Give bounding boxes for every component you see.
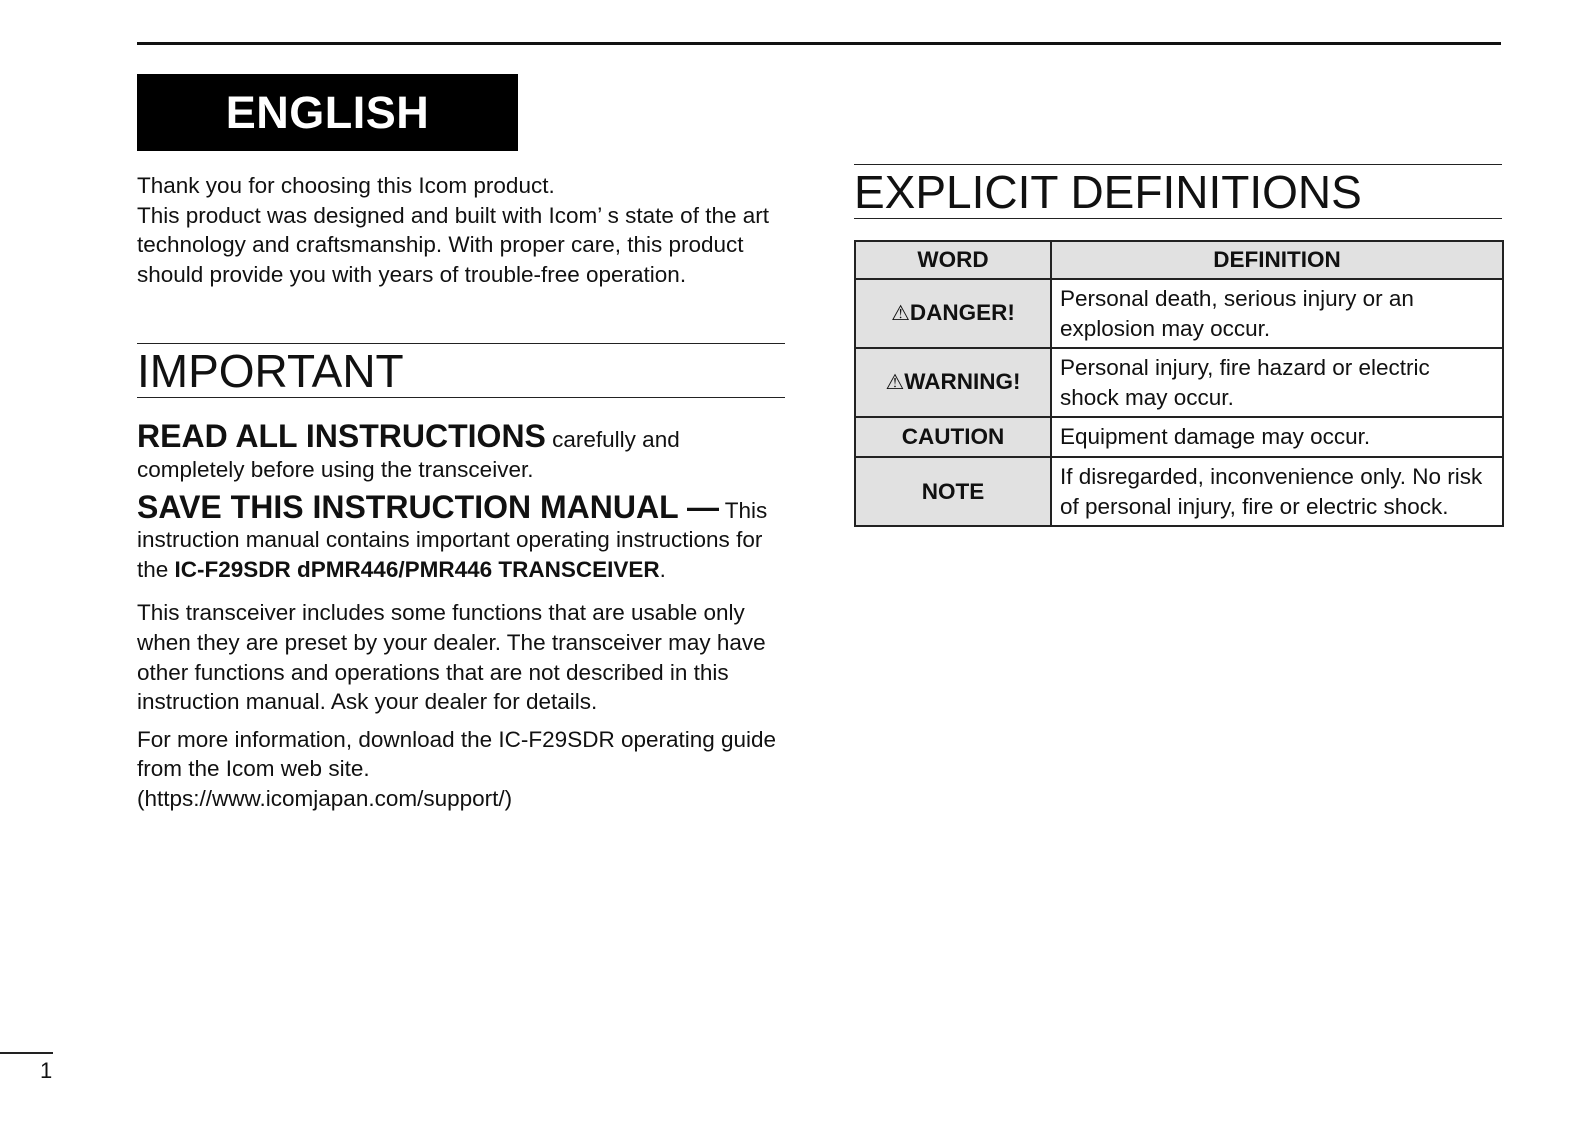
save-manual-paragraph xyxy=(137,488,785,585)
language-banner: ENGLISH xyxy=(137,74,518,151)
more-info-text: For more information, download the IC-F29SDR operating guide from the Icom web site. xyxy=(137,726,777,782)
definitions-heading: EXPLICIT DEFINITIONS xyxy=(854,164,1502,219)
read-instructions-text: carefully and completely before using the transceiver. xyxy=(137,427,680,482)
right-column xyxy=(854,164,1502,527)
important-heading: IMPORTANT xyxy=(137,343,785,398)
table-header-row xyxy=(855,241,1503,279)
warning-triangle-icon: ⚠ xyxy=(891,302,910,326)
read-instructions-paragraph xyxy=(137,418,785,484)
column-header-definition: DEFINITION xyxy=(1051,241,1503,279)
more-info-paragraph xyxy=(137,725,785,814)
definition-cell: Personal injury, fire hazard or electric shock may occur. xyxy=(1051,348,1503,417)
definition-cell: Personal death, serious injury or an explosion may occur. xyxy=(1051,279,1503,348)
left-column xyxy=(137,168,785,814)
table-row xyxy=(855,279,1503,348)
table-row xyxy=(855,348,1503,417)
warning-triangle-icon: ⚠ xyxy=(885,371,905,395)
intro-line-2: This product was designed and built with Icom’ s state of the art technology and craftsmanship. With proper care, this product should provide you with years of trouble-free operation. xyxy=(137,202,769,287)
read-instructions-bold: READ ALL INSTRUCTIONS xyxy=(137,418,546,455)
intro-line-1: Thank you for choosing this Icom product. xyxy=(137,173,555,198)
word-caution: CAUTION xyxy=(855,417,1051,457)
definitions-table xyxy=(854,240,1504,527)
definition-cell: Equipment damage may occur. xyxy=(1051,417,1503,457)
word-cell xyxy=(855,348,1051,417)
save-manual-text: This instruction manual contains important operating instructions for the xyxy=(137,497,768,582)
word-note: NOTE xyxy=(855,457,1051,526)
word-warning: WARNING! xyxy=(904,369,1021,395)
model-period: . xyxy=(659,556,666,582)
word-cell xyxy=(855,279,1051,348)
intro-paragraph xyxy=(137,171,785,289)
definition-cell: If disregarded, inconvenience only. No risk of personal injury, fire or electric shock. xyxy=(1051,457,1503,526)
support-url: (https://www.icomjapan.com/support/) xyxy=(137,785,513,811)
column-header-word: WORD xyxy=(855,241,1051,279)
word-danger: DANGER! xyxy=(909,300,1015,326)
table-row xyxy=(855,417,1503,457)
dealer-functions-paragraph: This transceiver includes some functions that are usable only when they are preset by your dealer. The transceiver may have other functions and operations that are not described in this instruction manual. Ask your dealer for details. xyxy=(137,600,766,715)
page-number-rule xyxy=(0,1052,53,1054)
table-row xyxy=(855,457,1503,526)
page-number: 1 xyxy=(40,1058,53,1083)
top-rule xyxy=(137,42,1501,45)
model-name: IC-F29SDR dPMR446/PMR446 TRANSCEIVER xyxy=(174,556,660,582)
save-manual-bold: SAVE THIS INSTRUCTION MANUAL — xyxy=(137,488,719,525)
